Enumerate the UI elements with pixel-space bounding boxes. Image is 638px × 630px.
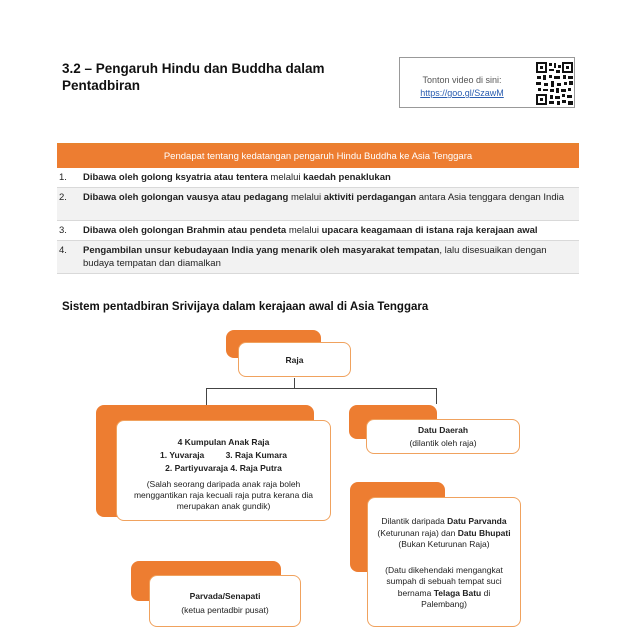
table-row xyxy=(57,241,579,274)
connector-line xyxy=(206,388,207,406)
anak-raja-line1: 1. Yuvaraja 3. Raja Kumara xyxy=(160,450,287,460)
opinion-table xyxy=(57,143,579,274)
anak-raja-line2: 2. Partiyuvaraja 4. Raja Putra xyxy=(165,463,282,473)
row-text: Dibawa oleh golongan vausya atau pedagang melalui aktiviti perdagangan antara Asia tenggara dengan India xyxy=(83,192,565,203)
anak-raja-title: 4 Kumpulan Anak Raja xyxy=(177,437,270,447)
video-caption xyxy=(400,74,524,100)
row-number: 1. xyxy=(59,172,67,183)
parvada-box xyxy=(149,575,301,627)
row-text: Dibawa oleh golong ksyatria atau tentera melalui kaedah penaklukan xyxy=(83,172,391,183)
datu-daerah-sub: (dilantik oleh raja) xyxy=(409,438,477,448)
raja-label: Raja xyxy=(285,355,304,365)
table-row xyxy=(57,168,579,188)
row-text: Pengambilan unsur kebudayaan India yang menarik oleh masyarakat tempatan, lalu disesuaikan dengan budaya tempatan dan diamalkan xyxy=(83,245,547,269)
datu-parvanda-text: Dilantik daripada Datu Parvanda (Keturunan raja) dan Datu Bhupati (Bukan Keturunan Raja) xyxy=(377,516,511,549)
video-label: Tonton video di sini: xyxy=(422,75,502,85)
parvada-sub: (ketua pentadbir pusat) xyxy=(181,605,269,615)
row-text: Dibawa oleh golongan Brahmin atau pendeta melalui upacara keagamaan di istana raja kerajaan awal xyxy=(83,225,538,236)
datu-parvanda-note: (Datu dikehendaki mengangkat sumpah di sebuah tempat suci bernama Telaga Batu di Palembang) xyxy=(385,564,503,609)
page-title: 3.2 – Pengaruh Hindu dan Buddha dalam Pentadbiran xyxy=(62,61,325,93)
row-number: 2. xyxy=(59,192,67,203)
parvada-title: Parvada/Senapati xyxy=(189,591,261,601)
row-number: 3. xyxy=(59,225,67,236)
table-heading: Pendapat tentang kedatangan pengaruh Hindu Buddha ke Asia Tenggara xyxy=(57,145,579,168)
connector-line xyxy=(294,378,295,388)
datu-daerah-title: Datu Daerah xyxy=(417,425,469,435)
datu-parvanda-box xyxy=(367,497,521,627)
datu-daerah-box xyxy=(366,419,520,454)
section-title: Sistem pentadbiran Srivijaya dalam kerajaan awal di Asia Tenggara xyxy=(62,301,429,313)
table-row xyxy=(57,188,579,221)
video-link[interactable]: https://goo.gl/SzawM xyxy=(420,88,504,98)
anak-raja-box xyxy=(116,420,331,521)
qr-code-icon[interactable] xyxy=(535,61,574,106)
raja-box xyxy=(238,342,351,377)
connector-line xyxy=(206,388,437,389)
table-row xyxy=(57,221,579,241)
connector-line xyxy=(436,388,437,404)
anak-raja-note: (Salah seorang daripada anak raja boleh menggantikan raja kecuali raja putra kerana dia merupakan anak gundik) xyxy=(133,479,314,511)
row-number: 4. xyxy=(59,245,67,256)
